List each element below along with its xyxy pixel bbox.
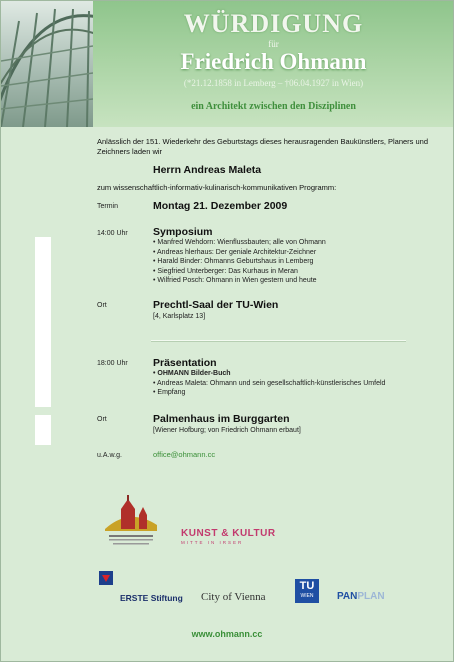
decorative-bar (35, 237, 51, 407)
ort2-label: Ort (97, 416, 107, 423)
tu-wien-subtext: WIEN (300, 593, 314, 599)
list-item: • Andreas hlerhaus: Der geniale Architektur-Zeichner (153, 248, 326, 258)
list-item: • Harald Binder: Ohmanns Geburtshaus in Lemberg (153, 257, 326, 267)
praesentation-time: 18:00 Uhr (97, 360, 128, 367)
tu-wien-logo (295, 579, 319, 603)
list-item: • Empfang (153, 388, 385, 398)
termin-date: Montag 21. Dezember 2009 (153, 200, 288, 212)
ort1-label: Ort (97, 302, 107, 309)
erste-stiftung-icon (99, 571, 113, 587)
guest-name: Herrn Andreas Maleta (153, 164, 262, 176)
city-of-vienna-logo: City of Vienna (201, 591, 266, 603)
list-item: • Manfred Wehdorn: Wienflussbauten; alle von Ohmann (153, 238, 326, 248)
heritage-crest-logo (99, 495, 165, 549)
divider (151, 340, 406, 341)
praesentation-list (153, 369, 385, 398)
header-fuer: für (268, 39, 279, 49)
rsvp-label: u.A.w.g. (97, 452, 122, 459)
header-banner (1, 1, 453, 127)
footer-url-link[interactable]: www.ohmann.cc (191, 629, 263, 639)
plan-text: PLAN (357, 591, 385, 602)
header-dates: (*21.12.1858 in Lemberg – †06.04.1927 in Wien) (183, 78, 364, 88)
ort2-title: Palmenhaus im Burggarten (153, 413, 290, 425)
ort1-address: [4, Karlsplatz 13] (153, 313, 206, 320)
decorative-bar-small (35, 415, 51, 445)
palm-house-photo (1, 1, 93, 127)
header-name: Friedrich Ohmann (180, 49, 367, 74)
symposium-list (153, 238, 326, 286)
header-subtitle: ein Architekt zwischen den Disziplinen (191, 101, 356, 112)
kunst-kultur-logo (181, 528, 276, 545)
list-item: • Wilfried Posch: Ohmann in Wien gestern und heute (153, 276, 326, 286)
ort1-title: Prechtl-Saal der TU-Wien (153, 299, 279, 311)
symposium-title: Symposium (153, 226, 213, 238)
list-item: • Siegfried Unterberger: Das Kurhaus in Meran (153, 267, 326, 277)
rsvp-email-link[interactable]: office@ohmann.cc (153, 450, 216, 459)
kunst-kultur-subtext: MITTE IN IRSER (181, 540, 244, 545)
panplan-logo (337, 591, 385, 602)
praesentation-title: Präsentation (153, 357, 217, 369)
pan-text: PAN (337, 591, 358, 602)
termin-label: Termin (97, 203, 119, 210)
ort2-address: [Wiener Hofburg; von Friedrich Ohmann erbaut] (153, 427, 301, 434)
kunst-kultur-text: KUNST & KULTUR (181, 528, 276, 539)
tu-wien-text: TU (299, 580, 315, 592)
intro-text: Anlässlich der 151. Wiederkehr des Geburtstags dieses herausragenden Baukünstlers, Planers und Zeichners laden wir (97, 137, 429, 156)
list-item: • Andreas Maleta: Ohmann und sein gesellschaftlich-künstlerisches Umfeld (153, 379, 385, 389)
erste-stiftung-text: ERSTE Stiftung (120, 593, 183, 603)
list-item: • OHMANN Bilder-Buch (153, 369, 385, 379)
symposium-time: 14:00 Uhr (97, 230, 128, 237)
program-intro: zum wissenschaftlich-informativ-kulinarisch-kommunikativen Programm: (97, 183, 337, 192)
header-title: WÜRDIGUNG (183, 9, 364, 38)
